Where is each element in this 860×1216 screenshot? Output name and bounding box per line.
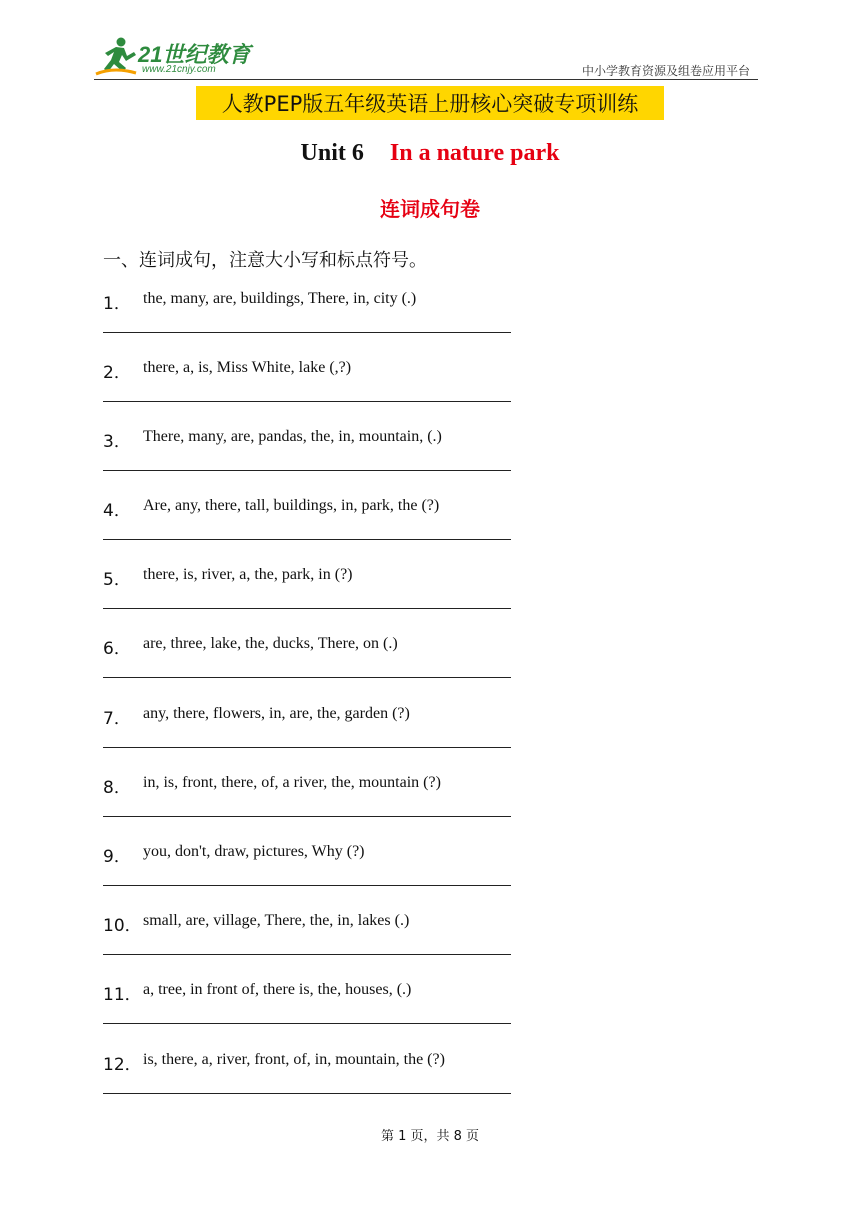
header-divider: [94, 79, 758, 80]
section-instruction: 一、连词成句，注意大小写和标点符号。: [103, 250, 427, 271]
runner-logo-icon: [94, 36, 138, 76]
question-text: are, three, lake, the, ducks, There, on (.): [143, 635, 398, 652]
question-item: [103, 289, 523, 349]
answer-line[interactable]: [103, 1023, 511, 1024]
unit-name: In a nature park: [389, 140, 560, 166]
question-number: 10．: [103, 916, 142, 936]
question-text: there, a, is, Miss White, lake (,?): [143, 359, 352, 376]
answer-line[interactable]: [103, 539, 511, 540]
answer-line[interactable]: [103, 885, 511, 886]
page-footer: 第 1 页，共 8 页: [380, 1129, 480, 1144]
question-number: 12．: [103, 1055, 142, 1075]
question-item: [103, 704, 523, 764]
question-text: Are, any, there, tall, buildings, in, park, the (?): [143, 497, 440, 514]
question-number: 9．: [103, 847, 131, 867]
question-number: 2．: [103, 363, 131, 383]
question-text: There, many, are, pandas, the, in, mountain, (.): [143, 428, 442, 445]
question-item: [103, 427, 523, 487]
answer-line[interactable]: [103, 332, 511, 333]
question-item: [103, 1050, 523, 1110]
question-item: [103, 980, 523, 1040]
logo-wordmark: 21世纪教育: [138, 42, 251, 67]
question-item: [103, 842, 523, 902]
logo-url: www.21cnjy.com: [142, 64, 216, 75]
question-item: [103, 911, 523, 971]
question-text: is, there, a, river, front, of, in, mountain, the (?): [143, 1051, 445, 1068]
answer-line[interactable]: [103, 608, 511, 609]
question-item: [103, 565, 523, 625]
site-logo: [94, 36, 264, 78]
question-number: 8．: [103, 778, 131, 798]
unit-title: [0, 140, 860, 167]
question-number: 7．: [103, 709, 131, 729]
answer-line[interactable]: [103, 470, 511, 471]
platform-name: 中小学教育资源及组卷应用平台: [581, 64, 750, 78]
question-text: in, is, front, there, of, a river, the, mountain (?): [143, 774, 441, 791]
question-item: [103, 358, 523, 418]
answer-line[interactable]: [103, 816, 511, 817]
worksheet-banner: 人教PEP版五年级英语上册核心突破专项训练: [196, 86, 664, 120]
question-item: [103, 496, 523, 556]
question-number: 11．: [103, 985, 142, 1005]
question-text: there, is, river, a, the, park, in (?): [143, 566, 353, 583]
answer-line[interactable]: [103, 954, 511, 955]
answer-line[interactable]: [103, 401, 511, 402]
answer-line[interactable]: [103, 1093, 511, 1094]
question-text: the, many, are, buildings, There, in, city (.): [143, 290, 417, 307]
question-text: a, tree, in front of, there is, the, houses, (.): [143, 981, 412, 998]
answer-line[interactable]: [103, 747, 511, 748]
unit-label: Unit 6: [300, 140, 364, 166]
question-number: 6．: [103, 639, 131, 659]
question-number: 4．: [103, 501, 131, 521]
question-item: [103, 773, 523, 833]
question-text: small, are, village, There, the, in, lakes (.): [143, 912, 410, 929]
page-header: [94, 36, 758, 82]
question-number: 5．: [103, 570, 131, 590]
question-number: 1．: [103, 294, 131, 314]
question-item: [103, 634, 523, 694]
question-number: 3．: [103, 432, 131, 452]
answer-line[interactable]: [103, 677, 511, 678]
question-text: you, don't, draw, pictures, Why (?): [143, 843, 365, 860]
worksheet-subtitle: 连词成句卷: [380, 197, 480, 221]
question-text: any, there, flowers, in, are, the, garden (?): [143, 705, 410, 722]
